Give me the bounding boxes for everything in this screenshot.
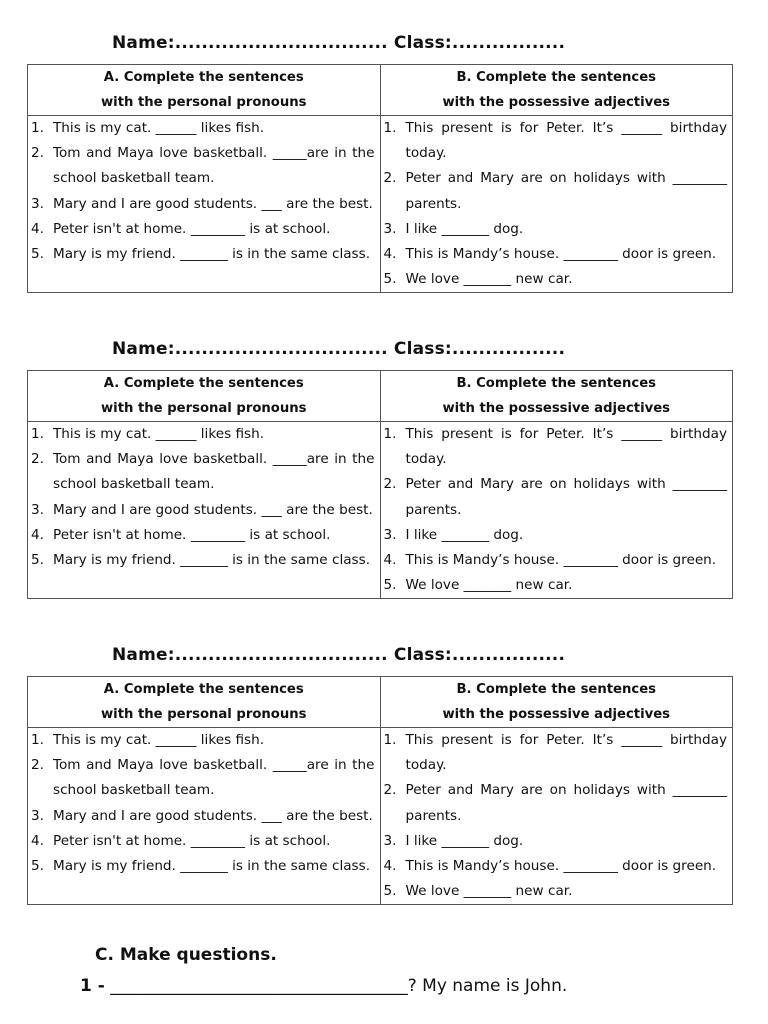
- list-item: [381, 778, 733, 828]
- item-number: 1.: [31, 426, 44, 442]
- column-b-header: [380, 677, 733, 728]
- item-text: This present is for Peter. It’s ______ birthday today.: [405, 426, 727, 468]
- item-number: 4.: [31, 220, 44, 237]
- item-text: This is my cat. ______ likes fish.: [53, 426, 265, 442]
- item-text: Mary is my friend. _______ is in the same class.: [53, 858, 371, 875]
- column-a-title: A. Complete the sentences: [103, 70, 304, 85]
- item-number: 1.: [383, 120, 397, 136]
- item-text: Peter and Mary are on holidays with ________ parents.: [405, 170, 727, 212]
- question-text: ___________________________________? My name is John.: [110, 976, 568, 996]
- list-item: [28, 829, 380, 854]
- item-number: 1.: [383, 732, 397, 748]
- list-item: [28, 192, 380, 217]
- list-item: [28, 141, 380, 191]
- item-text: Tom and Maya love basketball. _____are in the school basketball team.: [53, 145, 375, 187]
- list-item: [381, 422, 733, 472]
- item-text: This is my cat. ______ likes fish.: [53, 732, 265, 748]
- column-b-items: [380, 422, 733, 599]
- item-text: We love _______ new car.: [405, 271, 573, 288]
- item-text: Mary is my friend. _______ is in the same class.: [53, 552, 371, 569]
- item-text: We love _______ new car.: [405, 883, 573, 900]
- item-number: 3.: [383, 526, 397, 543]
- item-number: 1.: [383, 426, 397, 442]
- item-number: 2.: [31, 145, 44, 162]
- worksheet-table: [27, 676, 733, 905]
- item-text: Mary is my friend. _______ is in the same class.: [53, 246, 371, 263]
- column-b-subtitle: with the possessive adjectives: [442, 401, 671, 416]
- section-c-title: C. Make questions.: [95, 945, 277, 965]
- list-item: [381, 217, 733, 242]
- item-number: 2.: [31, 757, 44, 774]
- item-text: Peter and Mary are on holidays with ________ parents.: [405, 782, 727, 824]
- column-a-subtitle: with the personal pronouns: [101, 401, 307, 416]
- list-item: [28, 804, 380, 829]
- column-a-header: [28, 65, 381, 116]
- column-a-items: [28, 116, 381, 293]
- list-item: [28, 728, 380, 753]
- item-text: Peter isn't at home. ________ is at school.: [53, 832, 331, 849]
- question-line: [80, 976, 567, 996]
- item-number: 4.: [383, 552, 397, 569]
- item-text: I like _______ dog.: [405, 220, 524, 237]
- item-text: Mary and I are good students. ___ are the best.: [53, 195, 373, 212]
- column-b-subtitle: with the possessive adjectives: [442, 707, 671, 722]
- item-text: I like _______ dog.: [405, 526, 524, 543]
- list-item: [28, 242, 380, 267]
- name-class-line: Name:................................ Class:.................: [112, 33, 566, 53]
- item-text: This is my cat. ______ likes fish.: [53, 120, 265, 136]
- list-item: [28, 753, 380, 803]
- list-item: [381, 548, 733, 573]
- column-b-title: B. Complete the sentences: [456, 70, 657, 85]
- list-item: [28, 523, 380, 548]
- item-text: This present is for Peter. It’s ______ birthday today.: [405, 120, 727, 162]
- column-a-subtitle: with the personal pronouns: [101, 95, 307, 110]
- item-number: 2.: [383, 782, 397, 799]
- item-number: 2.: [383, 170, 397, 187]
- item-number: 5.: [383, 577, 397, 594]
- item-number: 1.: [31, 120, 44, 136]
- list-item: [381, 728, 733, 778]
- item-text: I like _______ dog.: [405, 832, 524, 849]
- list-item: [381, 267, 733, 292]
- item-number: 3.: [31, 195, 44, 212]
- item-text: This is Mandy’s house. ________ door is green.: [405, 552, 717, 569]
- item-number: 4.: [383, 858, 397, 875]
- item-number: 5.: [31, 552, 44, 569]
- item-text: This is Mandy’s house. ________ door is green.: [405, 246, 717, 263]
- column-a-items: [28, 422, 381, 599]
- list-item: [28, 854, 380, 879]
- item-number: 5.: [31, 858, 44, 875]
- item-text: Mary and I are good students. ___ are the best.: [53, 501, 373, 518]
- item-text: Peter isn't at home. ________ is at school.: [53, 526, 331, 543]
- list-item: [28, 217, 380, 242]
- list-item: [381, 166, 733, 216]
- question-number: 1 -: [80, 976, 105, 996]
- list-item: [381, 573, 733, 598]
- column-a-title: A. Complete the sentences: [103, 682, 304, 697]
- item-number: 5.: [383, 271, 397, 288]
- name-class-line: Name:................................ Class:.................: [112, 645, 566, 665]
- item-number: 1.: [31, 732, 44, 748]
- item-number: 4.: [383, 246, 397, 263]
- item-text: Peter and Mary are on holidays with ________ parents.: [405, 476, 727, 518]
- item-number: 2.: [383, 476, 397, 493]
- item-text: Peter isn't at home. ________ is at school.: [53, 220, 331, 237]
- list-item: [381, 523, 733, 548]
- column-a-items: [28, 728, 381, 905]
- column-b-title: B. Complete the sentences: [456, 682, 657, 697]
- list-item: [381, 242, 733, 267]
- item-text: Tom and Maya love basketball. _____are in the school basketball team.: [53, 757, 375, 799]
- item-number: 3.: [31, 501, 44, 518]
- column-b-items: [380, 728, 733, 905]
- item-number: 2.: [31, 451, 44, 468]
- list-item: [381, 116, 733, 166]
- item-text: We love _______ new car.: [405, 577, 573, 594]
- column-b-title: B. Complete the sentences: [456, 376, 657, 391]
- list-item: [381, 472, 733, 522]
- column-a-header: [28, 677, 381, 728]
- item-number: 3.: [383, 220, 397, 237]
- item-text: This present is for Peter. It’s ______ birthday today.: [405, 732, 727, 774]
- column-a-title: A. Complete the sentences: [103, 376, 304, 391]
- column-a-header: [28, 371, 381, 422]
- list-item: [381, 879, 733, 904]
- item-text: This is Mandy’s house. ________ door is green.: [405, 858, 717, 875]
- list-item: [381, 854, 733, 879]
- list-item: [28, 116, 380, 141]
- list-item: [28, 422, 380, 447]
- column-b-header: [380, 65, 733, 116]
- list-item: [28, 548, 380, 573]
- worksheet-table: [27, 64, 733, 293]
- column-a-subtitle: with the personal pronouns: [101, 707, 307, 722]
- item-number: 5.: [31, 246, 44, 263]
- column-b-items: [380, 116, 733, 293]
- name-class-line: Name:................................ Class:.................: [112, 339, 566, 359]
- list-item: [28, 498, 380, 523]
- column-b-subtitle: with the possessive adjectives: [442, 95, 671, 110]
- item-number: 4.: [31, 526, 44, 543]
- column-b-header: [380, 371, 733, 422]
- item-text: Tom and Maya love basketball. _____are in the school basketball team.: [53, 451, 375, 493]
- item-number: 4.: [31, 832, 44, 849]
- worksheet-table: [27, 370, 733, 599]
- item-text: Mary and I are good students. ___ are the best.: [53, 807, 373, 824]
- list-item: [381, 829, 733, 854]
- item-number: 3.: [31, 807, 44, 824]
- list-item: [28, 447, 380, 497]
- item-number: 5.: [383, 883, 397, 900]
- item-number: 3.: [383, 832, 397, 849]
